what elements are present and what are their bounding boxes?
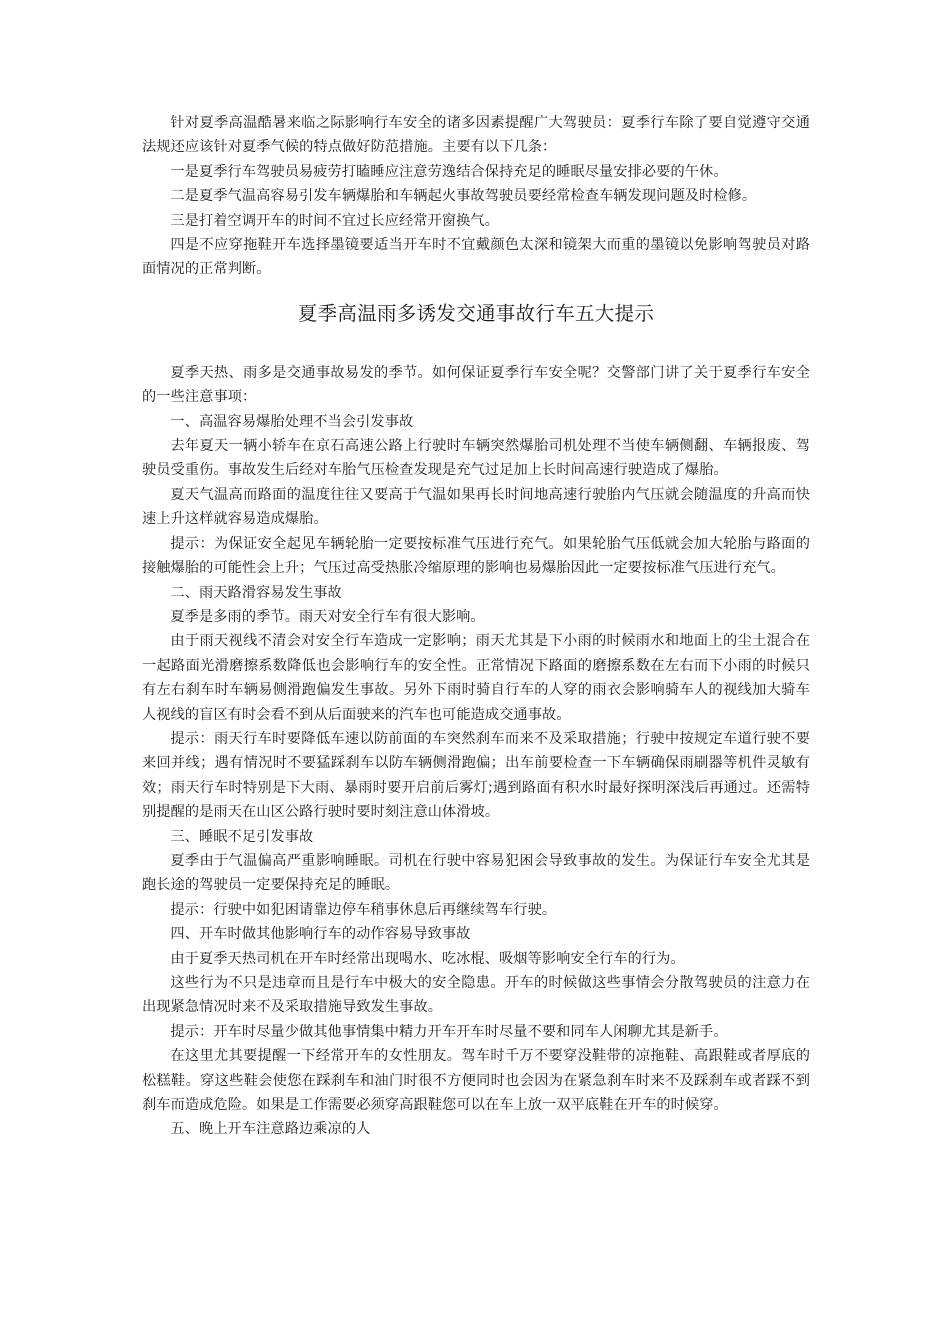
tip-paragraph: 提示：为保证安全起见车辆轮胎一定要按标准气压进行充气。如果轮胎气压低就会加大轮胎与路面的接触爆胎的可能性会上升；气压过高受热胀冷缩原理的影响也易爆胎因此一定要按标准气压进行充气。 xyxy=(142,535,810,577)
intro-paragraph: 三是打着空调开车的时间不宜过长应经常开窗换气。 xyxy=(170,212,500,229)
body-paragraph: 夏季天热、雨多是交通事故易发的季节。如何保证夏季行车安全呢？交警部门讲了关于夏季行车安全的一些注意事项： xyxy=(142,364,810,406)
body-paragraph: 夏季由于气温偏高严重影响睡眠。司机在行驶中容易犯困会导致事故的发生。为保证行车安全尤其是跑长途的驾驶员一定要保持充足的睡眠。 xyxy=(142,852,810,894)
section-heading: 三、睡眠不足引发事故 xyxy=(170,828,314,845)
section-heading: 四、开车时做其他影响行车的动作容易导致事故 xyxy=(170,926,471,943)
section-heading: 五、晚上开车注意路边乘凉的人 xyxy=(170,1121,371,1138)
tip-paragraph: 提示：行驶中如犯困请靠边停车稍事休息后再继续驾车行驶。 xyxy=(170,901,557,918)
intro-section xyxy=(142,111,810,282)
article-body xyxy=(142,361,810,1142)
tip-paragraph: 提示：雨天行车时要降低车速以防前面的车突然刹车而来不及采取措施；行驶中按规定车道行驶不要来回并线；遇有情况时不要猛踩刹车以防车辆侧滑跑偏；出车前要检查一下车辆确保雨刷器等机件灵敏有效；雨天行车时特别是下大雨、暴雨时要开启前后雾灯;遇到路面有积水时最好探明深浅后再通过。还需特别提醒的是雨天在山区公路行驶时要时刻注意山体滑坡。 xyxy=(142,730,810,821)
document-title: 夏季高温雨多诱发交通事故行车五大提示 xyxy=(297,301,655,325)
intro-paragraph: 一是夏季行车驾驶员易疲劳打瞌睡应注意劳逸结合保持充足的睡眠尽量安排必要的午休。 xyxy=(170,163,728,180)
document-page xyxy=(142,111,810,1142)
body-paragraph: 由于雨天视线不清会对安全行车造成一定影响；雨天尤其是下小雨的时候雨水和地面上的尘土混合在一起路面光滑磨擦系数降低也会影响行车的安全性。正常情况下路面的磨擦系数在左右而下小雨的时候只有左右刹车时车辆易侧滑跑偏发生事故。另外下雨时骑自行车的人穿的雨衣会影响骑车人的视线加大骑车人视线的盲区有时会看不到从后面驶来的汽车也可能造成交通事故。 xyxy=(142,633,810,723)
intro-paragraph: 四是不应穿拖鞋开车选择墨镜要适当开车时不宜戴颜色太深和镜架大而重的墨镜以免影响驾驶员对路面情况的正常判断。 xyxy=(142,237,810,278)
body-paragraph: 由于夏季天热司机在开车时经常出现喝水、吃冰棍、吸烟等影响安全行车的行为。 xyxy=(170,950,685,967)
intro-paragraph: 二是夏季气温高容易引发车辆爆胎和车辆起火事故驾驶员要经常检查车辆发现问题及时检修。 xyxy=(170,188,757,205)
body-paragraph: 夏天气温高而路面的温度往往又要高于气温如果再长时间地高速行驶胎内气压就会随温度的升高而快速上升这样就容易造成爆胎。 xyxy=(142,486,810,528)
body-paragraph: 夏季是多雨的季节。雨天对安全行车有很大影响。 xyxy=(170,608,485,625)
body-paragraph: 这些行为不只是违章而且是行车中极大的安全隐患。开车的时候做这些事情会分散驾驶员的注意力在出现紧急情况时来不及采取措施导致发生事故。 xyxy=(142,975,810,1016)
intro-paragraph: 针对夏季高温酷暑来临之际影响行车安全的诸多因素提醒广大驾驶员：夏季行车除了要自觉遵守交通法规还应该针对夏季气候的特点做好防范措施。主要有以下几条： xyxy=(142,115,810,156)
body-paragraph: 在这里尤其要提醒一下经常开车的女性朋友。驾车时千万不要穿没鞋带的凉拖鞋、高跟鞋或者厚底的松糕鞋。穿这些鞋会使您在踩刹车和油门时很不方便同时也会因为在紧急刹车时来不及踩刹车或者踩不到刹车而造成危险。如果是工作需要必须穿高跟鞋您可以在车上放一双平底鞋在开车的时候穿。 xyxy=(142,1048,810,1114)
body-paragraph: 去年夏天一辆小轿车在京石高速公路上行驶时车辆突然爆胎司机处理不当使车辆侧翻、车辆报废、驾驶员受重伤。事故发生后经对车胎气压检查发现是充气过足加上长时间高速行驶造成了爆胎。 xyxy=(142,438,810,479)
section-heading: 一、高温容易爆胎处理不当会引发事故 xyxy=(170,413,414,430)
tip-paragraph: 提示：开车时尽量少做其他事情集中精力开车开车时尽量不要和同车人闲聊尤其是新手。 xyxy=(170,1023,728,1040)
section-heading: 二、雨天路滑容易发生事故 xyxy=(170,584,342,601)
